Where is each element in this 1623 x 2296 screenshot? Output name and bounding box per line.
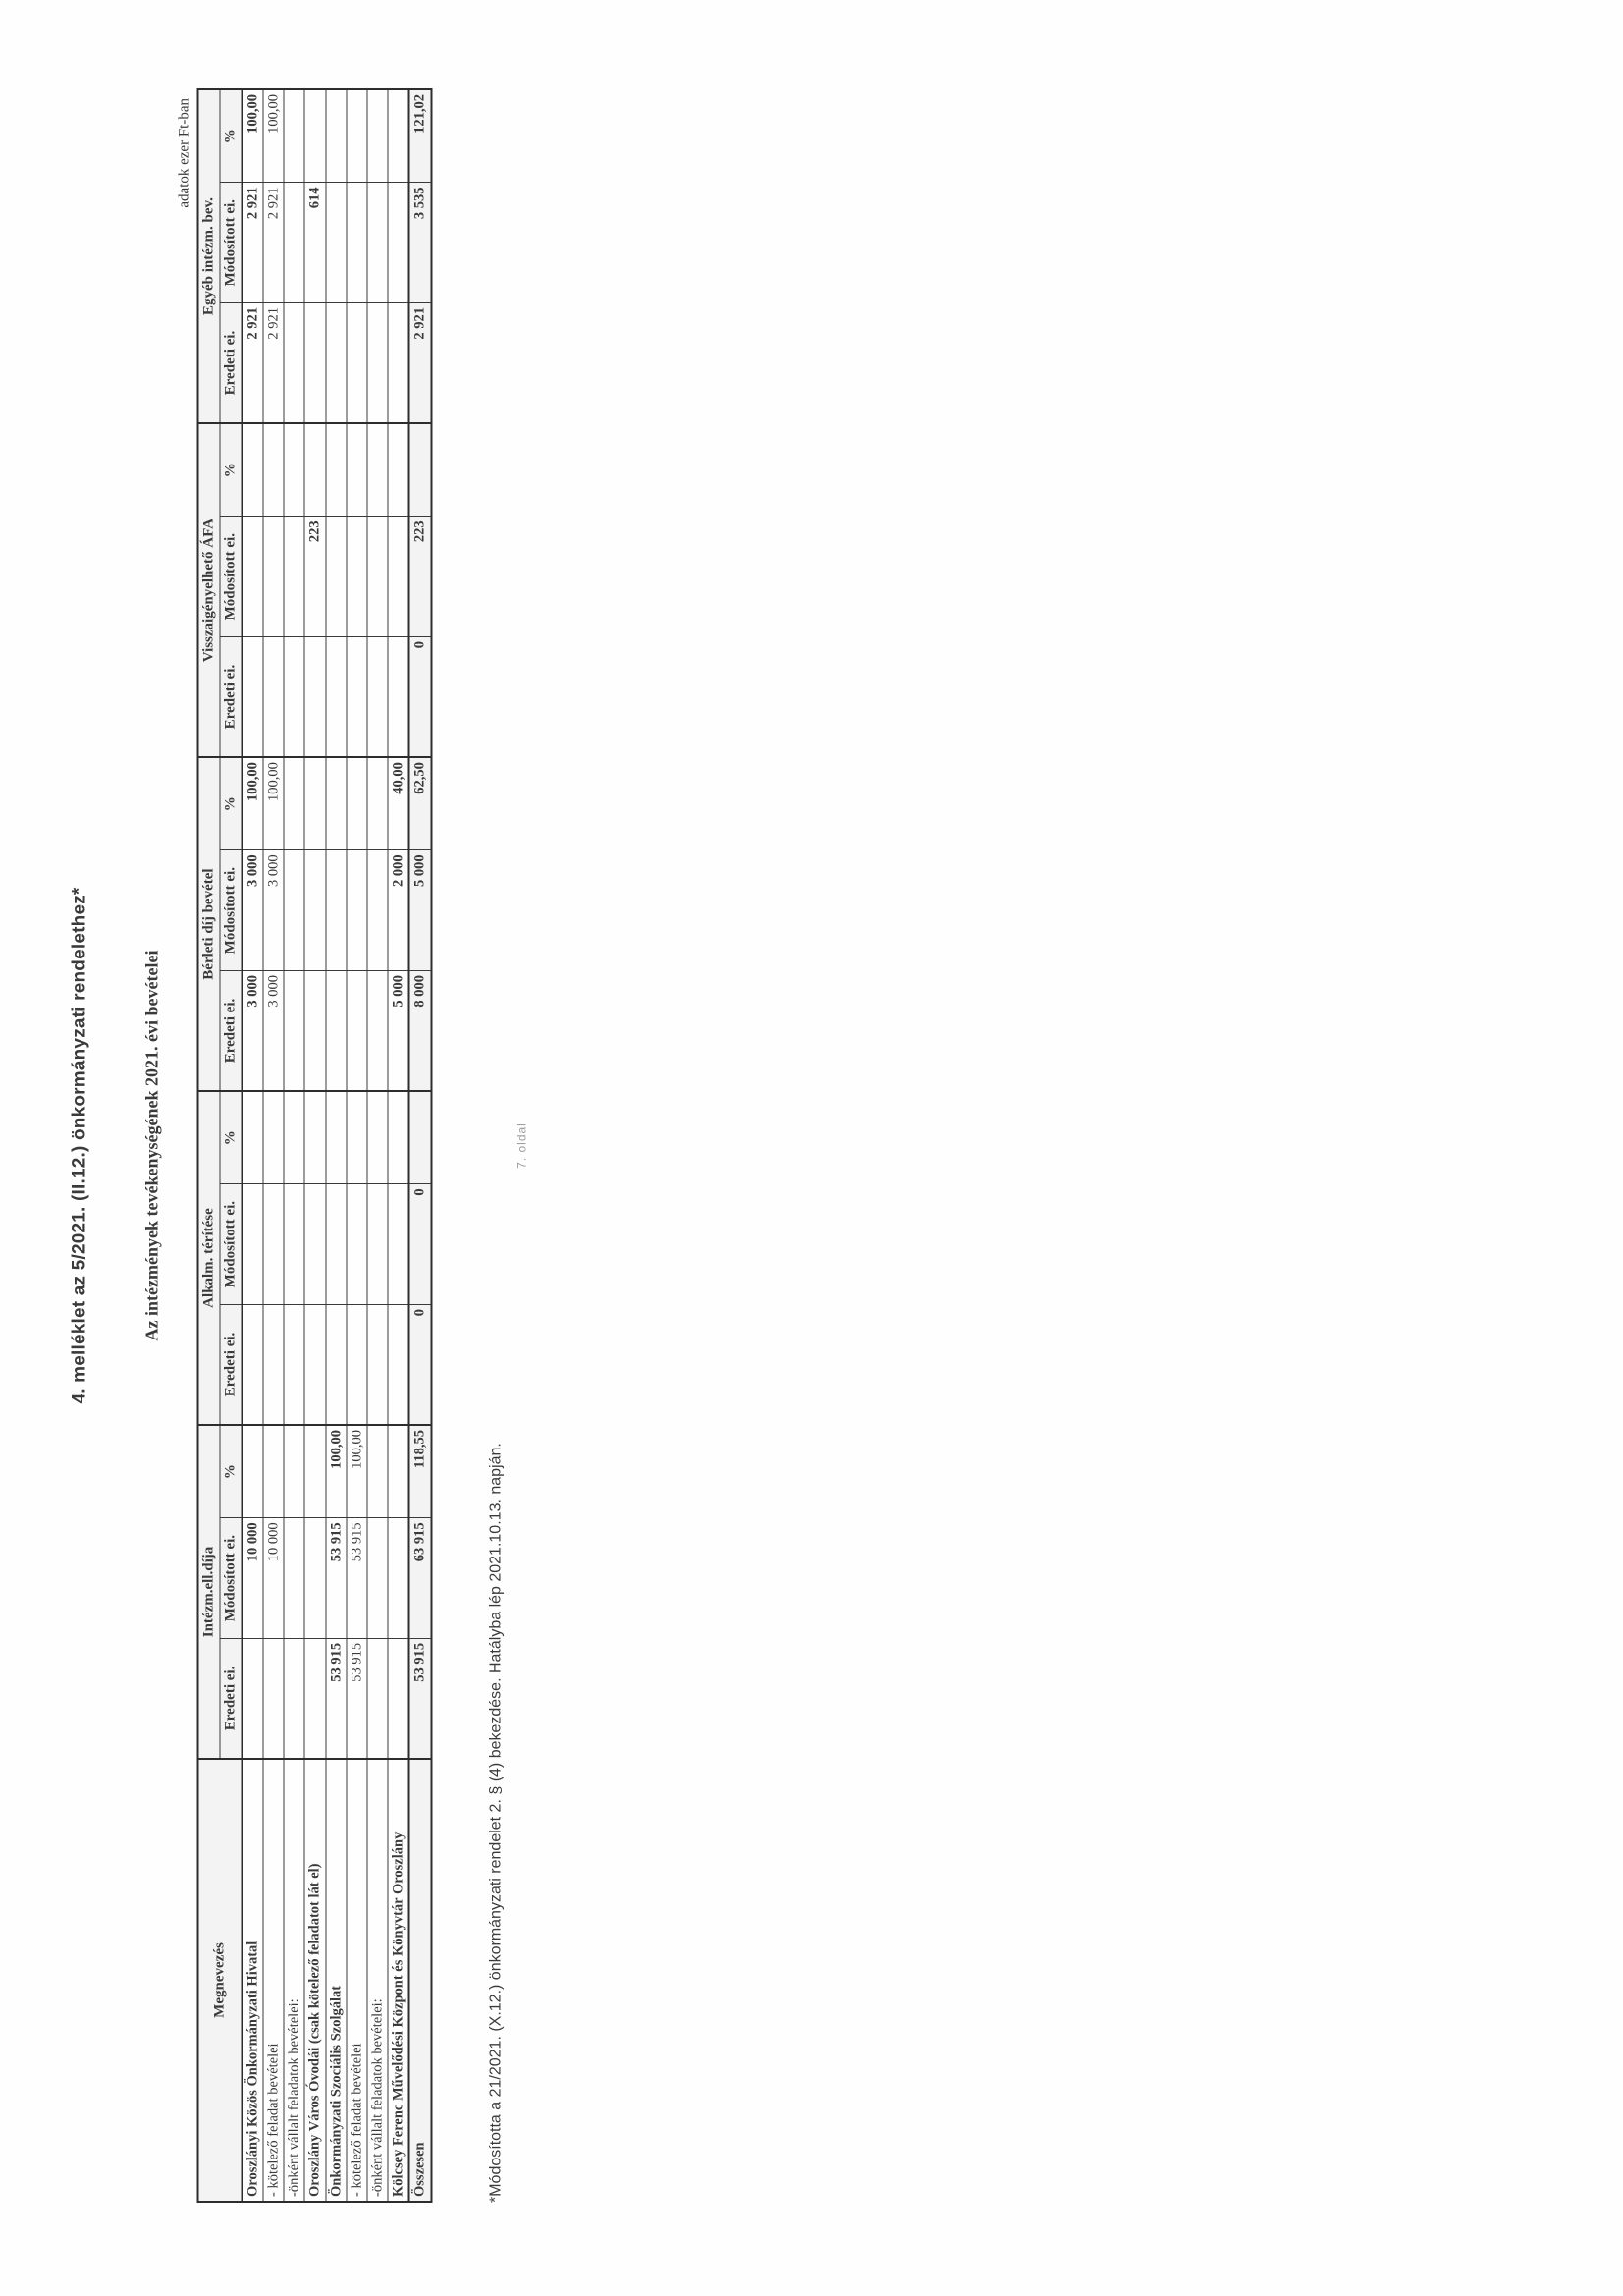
table-cell	[325, 1304, 346, 1425]
table-cell	[367, 1304, 388, 1425]
table-cell	[284, 1518, 304, 1639]
table-cell: 100,00	[242, 757, 263, 850]
table-cell	[304, 637, 325, 758]
table-cell	[262, 423, 283, 517]
table-cell	[346, 89, 366, 183]
table-cell	[367, 303, 388, 424]
table-cell: 3 000	[262, 970, 283, 1091]
table-cell	[346, 757, 366, 850]
total-cell: 53 915	[408, 1638, 430, 1759]
total-cell: 2 921	[408, 303, 430, 424]
table-cell	[325, 423, 346, 517]
table-cell	[367, 1184, 388, 1305]
table-cell: 53 915	[346, 1638, 366, 1759]
total-cell: 8 000	[408, 970, 430, 1091]
table-cell	[242, 1304, 263, 1425]
table-cell	[242, 637, 263, 758]
total-cell	[408, 1091, 430, 1184]
table-cell	[325, 757, 346, 850]
table-cell: 223	[304, 517, 325, 637]
subheader-modositott-ei-2: Módosított ei.	[219, 1184, 241, 1305]
subheader-eredeti-ei-1: Eredeti ei.	[219, 1638, 241, 1759]
table-cell	[304, 1304, 325, 1425]
table-cell: 3 000	[242, 970, 263, 1091]
total-row-label: Összesen	[408, 1759, 430, 2202]
subheader-eredeti-ei-3: Eredeti ei.	[219, 970, 241, 1091]
total-cell: 0	[408, 1184, 430, 1305]
budget-table	[196, 88, 432, 2203]
units-note: adatok ezer Ft-ban	[176, 98, 191, 208]
row-label: -önként vállalt feladatok bevételei:	[367, 1759, 388, 2202]
table-cell	[367, 423, 388, 517]
subheader-eredeti-ei-5: Eredeti ei.	[219, 303, 241, 424]
table-cell	[304, 1518, 325, 1639]
table-body	[242, 89, 431, 2202]
table-cell: 53 915	[346, 1518, 366, 1639]
table-row	[242, 89, 263, 2202]
total-cell: 118,55	[408, 1425, 430, 1518]
subheader-percent-5: %	[219, 89, 241, 183]
table-cell	[284, 89, 304, 183]
table-cell	[304, 1091, 325, 1184]
row-label: Kölcsey Ferenc Művelődési Központ és Könyvtár Oroszlány	[388, 1759, 409, 2202]
table-cell	[388, 1638, 409, 1759]
table-cell	[304, 757, 325, 850]
page-title: 4. melléklet az 5/2021. (II.12.) önkormányzati rendelethez*	[69, 887, 89, 1404]
table-cell	[367, 850, 388, 971]
table-cell	[304, 89, 325, 183]
table-cell: 3 000	[242, 850, 263, 971]
total-cell: 63 915	[408, 1518, 430, 1639]
table-cell	[325, 517, 346, 637]
total-cell: 5 000	[408, 850, 430, 971]
table-cell	[367, 517, 388, 637]
table-cell	[262, 1304, 283, 1425]
column-header-megnevezes: Megnevezés	[197, 1759, 242, 2202]
table-cell	[304, 1425, 325, 1518]
subheader-modositott-ei-5: Módosított ei.	[219, 183, 241, 303]
table-cell	[304, 423, 325, 517]
table-cell	[325, 970, 346, 1091]
table-cell: 614	[304, 183, 325, 303]
table-cell	[367, 970, 388, 1091]
table-cell: 2 921	[262, 303, 283, 424]
row-label: Oroszlány Város Óvodái (csak kötelező feladatot lát el)	[304, 1759, 325, 2202]
table-cell	[367, 183, 388, 303]
table-cell	[367, 1425, 388, 1518]
table-row	[304, 89, 325, 2202]
table-cell	[325, 303, 346, 424]
table-cell	[284, 183, 304, 303]
table-cell: 5 000	[388, 970, 409, 1091]
table-cell	[284, 423, 304, 517]
table-row	[325, 89, 346, 2202]
table-cell: 53 915	[325, 1518, 346, 1639]
table-cell	[262, 1184, 283, 1305]
table-row	[388, 89, 409, 2202]
total-cell: 0	[408, 637, 430, 758]
table-cell	[304, 303, 325, 424]
table-cell	[346, 1304, 366, 1425]
table-cell	[242, 1638, 263, 1759]
table-cell: 100,00	[325, 1425, 346, 1518]
table-cell	[242, 1425, 263, 1518]
table-cell	[346, 423, 366, 517]
table-cell	[367, 89, 388, 183]
table-cell	[388, 423, 409, 517]
table-cell	[304, 970, 325, 1091]
table-cell: 2 921	[242, 303, 263, 424]
table-cell	[262, 1425, 283, 1518]
table-cell: 40,00	[388, 757, 409, 850]
row-label: - kötelező feladat bevételei	[262, 1759, 283, 2202]
table-cell	[284, 1425, 304, 1518]
table-cell: 100,00	[262, 89, 283, 183]
total-cell: 223	[408, 517, 430, 637]
table-cell	[388, 1518, 409, 1639]
table-row	[284, 89, 304, 2202]
table-row	[346, 89, 366, 2202]
total-cell: 3 535	[408, 183, 430, 303]
table-cell: 2 000	[388, 850, 409, 971]
table-cell	[346, 1091, 366, 1184]
table-cell	[325, 1091, 346, 1184]
table-cell	[346, 850, 366, 971]
table-cell	[325, 850, 346, 971]
table-cell	[262, 637, 283, 758]
subheader-percent-1: %	[219, 1425, 241, 1518]
table-cell	[346, 183, 366, 303]
table-cell	[242, 1091, 263, 1184]
table-cell	[346, 303, 366, 424]
table-cell	[346, 1184, 366, 1305]
table-cell	[388, 517, 409, 637]
table-cell: 100,00	[346, 1425, 366, 1518]
table-cell: 100,00	[242, 89, 263, 183]
subheader-eredeti-ei-2: Eredeti ei.	[219, 1304, 241, 1425]
table-cell	[284, 1184, 304, 1305]
table-cell	[304, 1184, 325, 1305]
total-cell: 0	[408, 1304, 430, 1425]
table-cell	[388, 1184, 409, 1305]
header-row-groups	[197, 89, 219, 2202]
footnote-text: *Módosította a 21/2021. (X.12.) önkormányzati rendelet 2. § (4) bekezdése. Hatályba lép 2021.10.13. napján.	[486, 1443, 504, 2203]
table-cell	[262, 517, 283, 637]
subheader-percent-2: %	[219, 1091, 241, 1184]
total-cell	[408, 423, 430, 517]
subheader-modositott-ei-3: Módosított ei.	[219, 850, 241, 971]
table-cell	[325, 183, 346, 303]
table-cell	[284, 1091, 304, 1184]
table-cell	[388, 89, 409, 183]
table-cell	[388, 637, 409, 758]
subheader-percent-4: %	[219, 423, 241, 517]
table-cell	[367, 637, 388, 758]
table-cell	[284, 970, 304, 1091]
table-cell	[388, 1425, 409, 1518]
group-header-egyeb-intezm-bev: Egyéb intézm. bev.	[197, 89, 219, 423]
page-number: 7. oldal	[514, 1122, 528, 1169]
table-cell: 53 915	[325, 1638, 346, 1759]
group-header-berleti-dij-bevetel: Bérleti díj bevétel	[197, 757, 219, 1091]
table-cell	[304, 850, 325, 971]
table-row	[262, 89, 283, 2202]
table-cell	[284, 303, 304, 424]
table-cell	[367, 1091, 388, 1184]
table-cell: 3 000	[262, 850, 283, 971]
row-label: Önkormányzati Szociális Szolgálat	[325, 1759, 346, 2202]
table-cell: 2 921	[262, 183, 283, 303]
table-cell	[388, 183, 409, 303]
table-row	[367, 89, 388, 2202]
table-cell	[388, 303, 409, 424]
group-header-alkalm-teritese: Alkalm. térítése	[197, 1091, 219, 1425]
table-cell: 10 000	[242, 1518, 263, 1639]
page-subtitle: Az intézmények tevékenységének 2021. évi bevételei	[141, 950, 161, 1341]
table-cell	[367, 1518, 388, 1639]
table-cell	[388, 1304, 409, 1425]
row-label: -önként vállalt feladatok bevételei:	[284, 1759, 304, 2202]
table-cell	[284, 1304, 304, 1425]
table-cell	[284, 637, 304, 758]
table-cell	[284, 850, 304, 971]
group-header-intezm-ell-dija: Intézm.ell.díja	[197, 1425, 219, 1759]
table-cell	[242, 423, 263, 517]
table-cell	[325, 89, 346, 183]
table-cell	[242, 1184, 263, 1305]
table-cell	[262, 1091, 283, 1184]
subheader-modositott-ei-1: Módosított ei.	[219, 1518, 241, 1639]
table-cell	[304, 1638, 325, 1759]
table-cell	[388, 1091, 409, 1184]
table-cell	[346, 637, 366, 758]
table-cell	[367, 757, 388, 850]
table-cell	[346, 517, 366, 637]
table-cell	[242, 517, 263, 637]
subheader-modositott-ei-4: Módosított ei.	[219, 517, 241, 637]
subheader-eredeti-ei-4: Eredeti ei.	[219, 637, 241, 758]
table-cell	[346, 970, 366, 1091]
table-cell	[262, 1638, 283, 1759]
group-header-visszaigenyelheto-afa: Visszaigényelhető ÁFA	[197, 423, 219, 757]
total-cell: 121,02	[408, 89, 430, 183]
table-total-row	[408, 89, 430, 2202]
table-cell: 2 921	[242, 183, 263, 303]
table-cell	[367, 1638, 388, 1759]
row-label: Oroszlányi Közös Önkormányzati Hivatal	[242, 1759, 263, 2202]
row-label: - kötelező feladat bevételei	[346, 1759, 366, 2202]
table-cell: 100,00	[262, 757, 283, 850]
table-cell	[325, 637, 346, 758]
subheader-percent-3: %	[219, 757, 241, 850]
table-cell	[325, 1184, 346, 1305]
table-cell	[284, 517, 304, 637]
table-head	[197, 89, 242, 2202]
total-cell: 62,50	[408, 757, 430, 850]
table-cell	[284, 757, 304, 850]
table-cell: 10 000	[262, 1518, 283, 1639]
table-cell	[284, 1638, 304, 1759]
